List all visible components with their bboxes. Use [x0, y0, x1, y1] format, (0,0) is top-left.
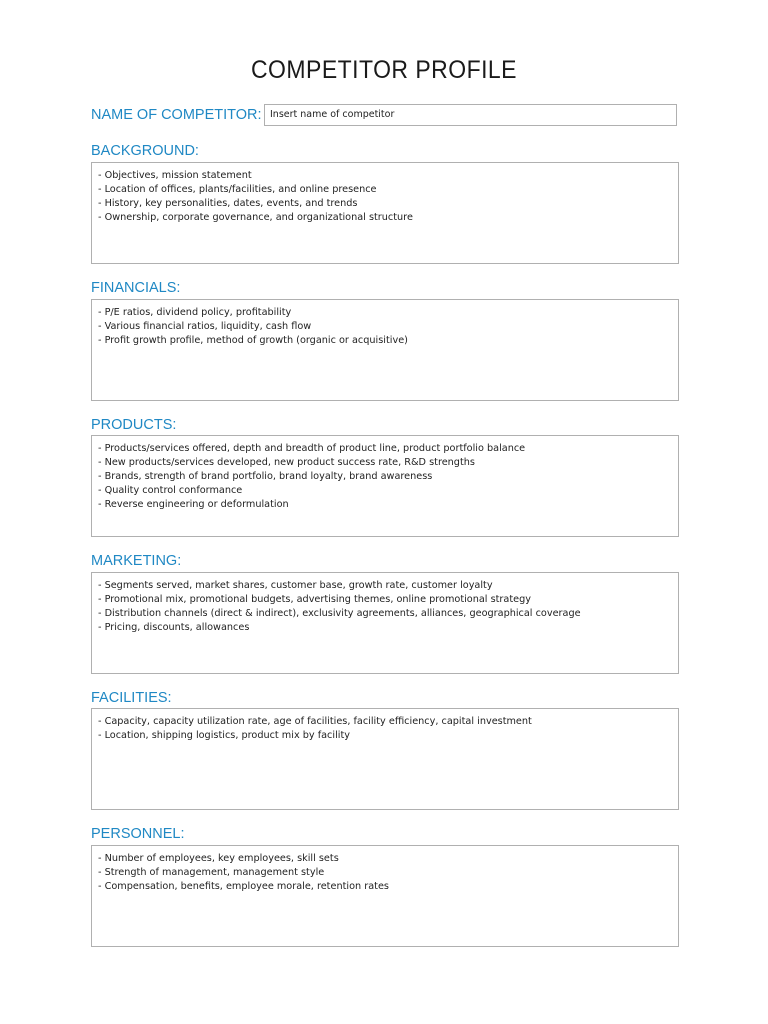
products-line: - New products/services developed, new product success rate, R&D strengths: [98, 457, 475, 468]
background-line: - Location of offices, plants/facilities, and online presence: [98, 184, 377, 195]
personnel-box[interactable]: [91, 845, 679, 947]
products-line: - Quality control conformance: [98, 485, 243, 496]
marketing-line: - Segments served, market shares, customer base, growth rate, customer loyalty: [98, 580, 493, 591]
financials-line: - P/E ratios, dividend policy, profitability: [98, 307, 292, 318]
products-line: - Products/services offered, depth and breadth of product line, product portfolio balance: [98, 443, 526, 454]
marketing-line: - Pricing, discounts, allowances: [98, 622, 250, 633]
personnel-line: - Compensation, benefits, employee morale, retention rates: [98, 881, 389, 892]
background-box[interactable]: [91, 162, 679, 264]
marketing-label: MARKETING:: [91, 553, 182, 569]
background-line: - Objectives, mission statement: [98, 170, 252, 181]
personnel-label: PERSONNEL:: [91, 826, 185, 842]
personnel-line: - Number of employees, key employees, skill sets: [98, 853, 339, 864]
background-line: - History, key personalities, dates, events, and trends: [98, 198, 358, 209]
marketing-line: - Promotional mix, promotional budgets, advertising themes, online promotional strategy: [98, 594, 531, 605]
name-of-competitor-field[interactable]: Insert name of competitor: [264, 104, 677, 126]
marketing-box[interactable]: [91, 572, 679, 674]
products-line: - Brands, strength of brand portfolio, brand loyalty, brand awareness: [98, 471, 433, 482]
facilities-line: - Capacity, capacity utilization rate, age of facilities, facility efficiency, capital investment: [98, 716, 532, 727]
background-label: BACKGROUND:: [91, 143, 199, 159]
background-line: - Ownership, corporate governance, and organizational structure: [98, 212, 413, 223]
financials-line: - Profit growth profile, method of growth (organic or acquisitive): [98, 335, 408, 346]
name-of-competitor-row: [91, 104, 679, 128]
name-of-competitor-label: NAME OF COMPETITOR:: [91, 107, 262, 123]
financials-line: - Various financial ratios, liquidity, cash flow: [98, 321, 312, 332]
products-line: - Reverse engineering or deformulation: [98, 499, 289, 510]
products-box[interactable]: [91, 435, 679, 537]
page-title: COMPETITOR PROFILE: [250, 56, 517, 84]
financials-box[interactable]: [91, 299, 679, 401]
facilities-line: - Location, shipping logistics, product mix by facility: [98, 730, 350, 741]
facilities-label: FACILITIES:: [91, 690, 172, 706]
facilities-box[interactable]: [91, 708, 679, 810]
personnel-line: - Strength of management, management style: [98, 867, 325, 878]
products-label: PRODUCTS:: [91, 417, 177, 433]
marketing-line: - Distribution channels (direct & indirect), exclusivity agreements, alliances, geographical coverage: [98, 608, 581, 619]
financials-label: FINANCIALS:: [91, 280, 181, 296]
